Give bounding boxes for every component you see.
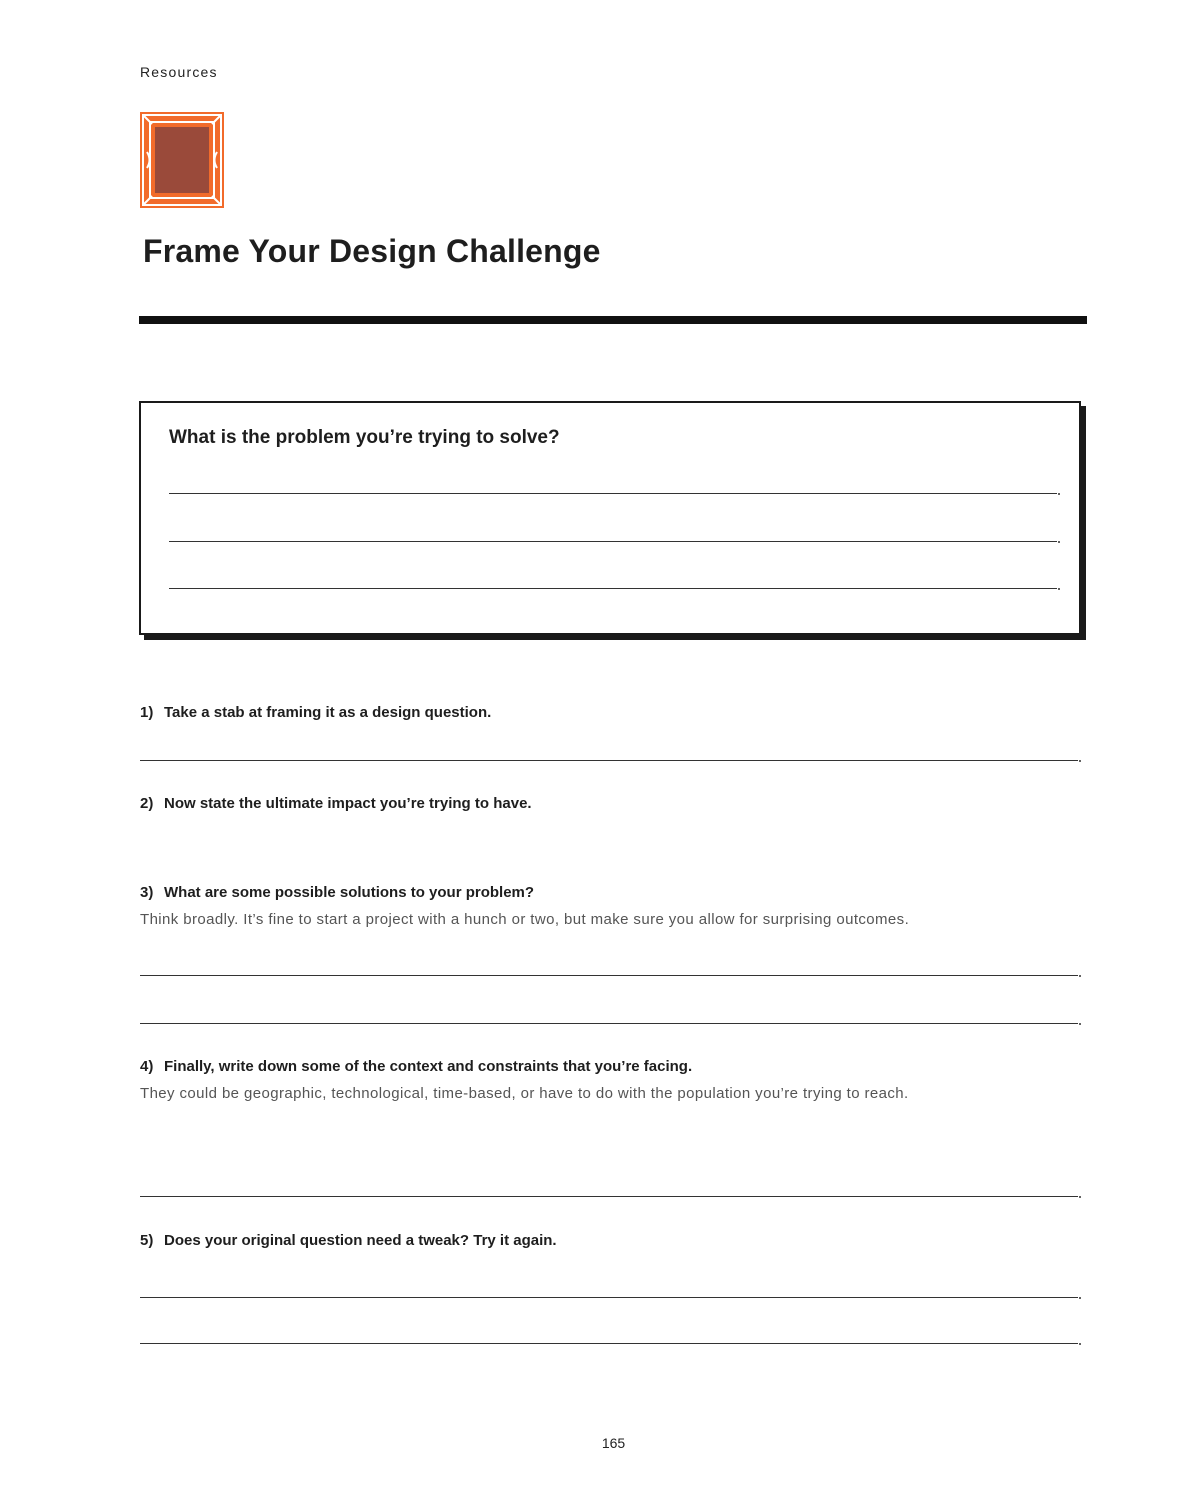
page-title: Frame Your Design Challenge xyxy=(143,233,601,269)
question-3-answer-line-2[interactable] xyxy=(140,1023,1078,1024)
question-number: 4) xyxy=(140,1058,154,1075)
question-text: Does your original question need a tweak? Try it again. xyxy=(164,1232,557,1249)
section-label: Resources xyxy=(140,64,218,80)
page-number: 165 xyxy=(601,1435,626,1451)
problem-heading: What is the problem you’re trying to solve? xyxy=(169,427,560,448)
question-5-answer-line-1[interactable] xyxy=(140,1297,1078,1298)
question-text: What are some possible solutions to your problem? xyxy=(164,884,535,901)
question-2 xyxy=(140,795,532,812)
problem-answer-line-3[interactable] xyxy=(169,588,1057,589)
problem-answer-line-1[interactable] xyxy=(169,493,1057,494)
question-number: 2) xyxy=(140,795,154,812)
question-number: 3) xyxy=(140,884,154,901)
title-divider xyxy=(139,316,1087,324)
frame-canvas xyxy=(155,127,209,193)
question-4-answer-line[interactable] xyxy=(140,1196,1078,1197)
question-5 xyxy=(140,1232,557,1249)
question-3 xyxy=(140,884,534,901)
question-5-answer-line-2[interactable] xyxy=(140,1343,1078,1344)
question-4 xyxy=(140,1058,692,1075)
problem-box xyxy=(139,401,1081,635)
question-3-answer-line-1[interactable] xyxy=(140,975,1078,976)
question-3-hint: Think broadly. It’s fine to start a project with a hunch or two, but make sure you allow for surprising outcomes. xyxy=(140,911,910,928)
question-text: Take a stab at framing it as a design question. xyxy=(164,704,492,721)
problem-answer-line-2[interactable] xyxy=(169,541,1057,542)
question-1 xyxy=(140,704,491,721)
question-4-hint: They could be geographic, technological, time-based, or have to do with the population you’re trying to reach. xyxy=(140,1085,909,1102)
question-text: Now state the ultimate impact you’re trying to have. xyxy=(164,795,532,812)
question-number: 1) xyxy=(140,704,154,721)
picture-frame-icon xyxy=(140,112,224,208)
question-number: 5) xyxy=(140,1232,154,1249)
question-1-answer-line[interactable] xyxy=(140,760,1078,761)
question-text: Finally, write down some of the context and constraints that you’re facing. xyxy=(164,1058,693,1075)
